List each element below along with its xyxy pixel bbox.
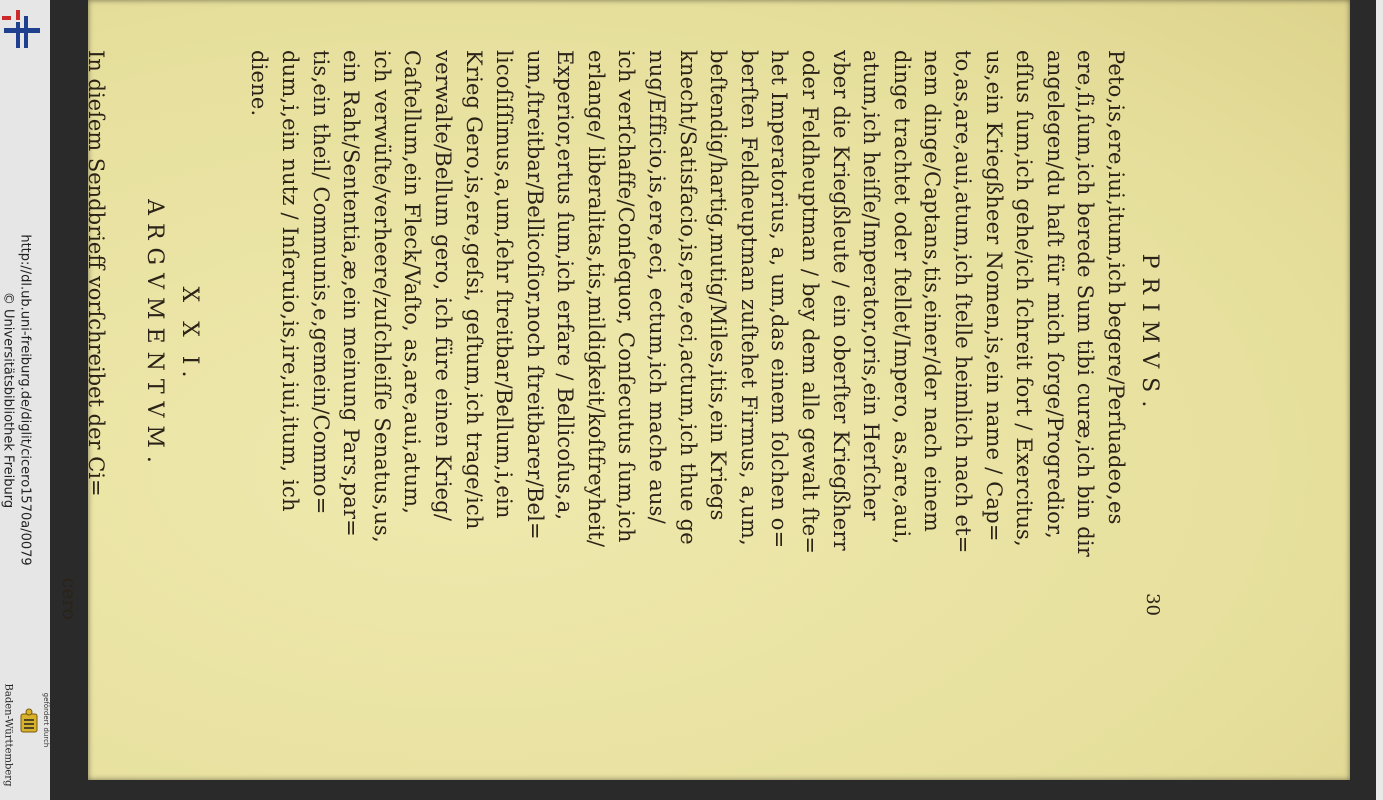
text-line: oder Feldheuptman / bey dem alle gewalt ſte= [798,50,823,555]
text-line: erlange/ liberalitas,tis,mildigkeit/koſtfreyheit/ [583,50,608,548]
argument-first-line: In dieſem Sendbrieff vorſchreibet der Ci= [83,50,108,497]
running-title: PRIMVS. [1137,253,1162,417]
text-line: Krieg Gero,is,ere,geſsi, geſtum,ich trage/ich [461,50,486,530]
text-line: Experior,ertus ſum,ich erfare / Bellicoſus,a, [553,50,578,521]
text-line: dum,i,ein nutz / Inſeruio,is,ire,iui,itum, ich [277,50,302,512]
text-line: eſſus ſum,ich gehe/ich ſchreit fort / Exercitus, [1012,50,1037,547]
page-text-block [57,50,1167,620]
text-line: to,as,are,aui,atum,ich ſtelle heimlich nach et= [951,50,976,554]
text-line: Caſtellum,ein Fleck/Vaſto, as,are,aui,atum, [400,50,425,515]
text-line: nem dinge/Captans,tis,einer/der nach einem [920,50,945,532]
text-line: tis,ein theil/ Communis,e,gemein/Commo= [308,50,333,515]
text-line: beſtendig/hartig,mutig/Miles,itis,ein Kriegs [706,50,731,521]
text-line: ere,ſi,ſum,ich berede Sum tibi curæ,ich bin dir [1073,50,1098,558]
argumentum-heading: ARGVMENTVM. [141,199,167,471]
text-line: ich verwüſte/verheere/zuſchleiſſe Senatus,us, [369,50,394,543]
page-number: 30 [1142,593,1163,616]
text-line: verwalte/Bellum gero, ich füre einen Krieg/ [430,50,455,522]
text-line: licoſiſſimus,a,um,ſehr ſtreitbar/Bellum,i,ein [492,50,517,519]
text-line: knecht/Satisfacio,is,ere,eci,actum,ich thue ge [675,50,700,545]
text-line: atum,ich heiſſe/Imperator,oris,ein Herſcher [859,50,884,521]
text-line: ich verſchaffe/Conſequor, Conſecutus ſum,ich [614,50,639,543]
text-line: Peto,is,ere,iui,itum,ich begere/Perſuadeo,es [1104,50,1128,525]
funder-name: Baden-Württemberg [2,683,14,787]
text-line: dinge trachtet oder ſtellet/Impero, as,are,aui, [889,50,914,545]
text-line: us,ein Kriegßheer Nomen,is,ein name / Cap= [981,50,1006,542]
text-line: diene. [247,50,272,117]
text-line: um,ſtreitbar/Bellicoſior,noch ſtreitbarer/Bel= [522,50,547,540]
funded-by-label: gefördert durch [42,692,50,748]
argument-catchword: cero [57,577,80,620]
text-line: nug/Efficio,is,ere,eci, ectum,ich mache aus/ [645,50,670,524]
coat-of-arms-icon [18,708,40,736]
text-line: angelegen/du haſt für mich ſorge/Progredior, [1042,50,1067,539]
text-line: ein Raht/Sententia,æ,ein meinung Pars,par= [339,50,364,537]
text-line: het Imperatorius, a, um,das einem ſolchen o= [767,50,792,549]
copyright-notice: © Universitätsbibliothek Freiburg [0,291,16,509]
viewer-sidebar [0,0,51,800]
page-body-text [244,50,1131,620]
section-number: X X I. [176,286,202,384]
library-logo-icon[interactable] [2,8,42,48]
viewer-right-edge [1376,0,1383,800]
text-line: vber die Kriegßleute / ein oberſter Kriegßherr [828,50,853,551]
text-line: berſten Feldheuptman zuſtehet Firmus, a,um, [736,50,761,546]
document-url[interactable]: http://dl.ub.uni-freiburg.de/diglit/cicero1570a/0079 [17,234,33,566]
